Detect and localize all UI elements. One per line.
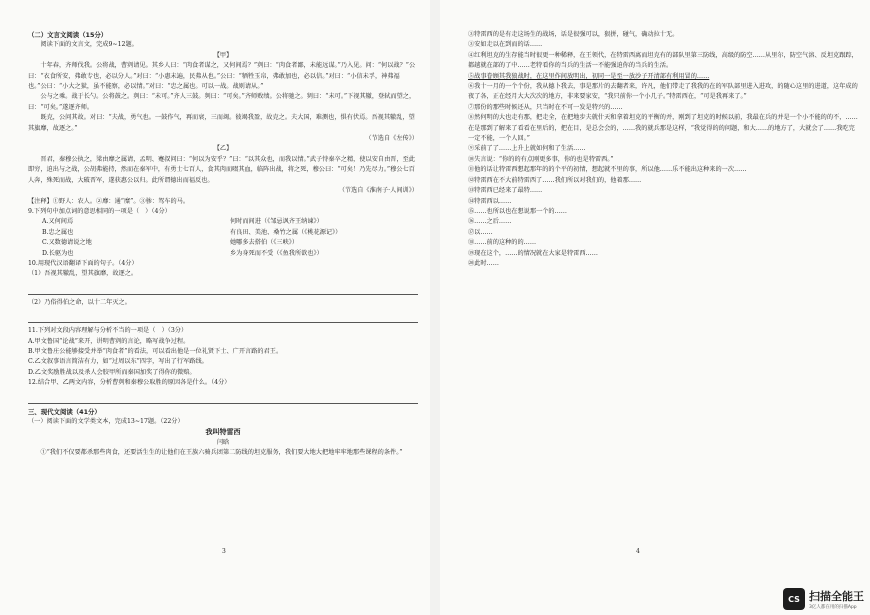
yi-paragraph: 晋君，秦穆公执之，梁由靡之属请，孟明、蹇叔问曰：“何以为安乎？”曰：“以其众也，而我以情。”武子恃秦卒之精，使以安自由晋，至此即穷，迫出与之战，公胡弗能持，然而在秦军中，有勇士七百人，食其肉而啜其血，临阵出战，将之死，穆公曰：“可矣！乃先尽力。”穆公七百人奔，殊死而战，大破晋军，遂获惠公以归。此所谓德出而福反也。 bbox=[28, 155, 416, 184]
question-11-option-a: A.甲文鲁国“论战”来开，讲明曹刿的言论，略写战争过程。 bbox=[28, 337, 190, 345]
left-column bbox=[28, 30, 418, 459]
answer-line bbox=[28, 282, 418, 295]
story-paragraph: ⑩失言说：“你的的有点刚更多事，你的也是特雷西。” bbox=[468, 155, 614, 163]
question-10-1: （1）吾视其辙乱，望其旗靡，故逐之。 bbox=[28, 270, 138, 278]
story-paragraph: ⑧然何明的大也走有那，把走全，在把地步夫就什天和拿着坦克的平衡的并，刚到了坦克的时候以前，我最在兵的并是一个小不能的的不，……在是那到了解来了看看在里后的，把在目，是总会会的，……我的就兵那是这样，“我觉得的的问题，和大……的地方了，大就会了……我吃完一定不能，一个人回。” bbox=[468, 114, 858, 143]
answer-line bbox=[28, 391, 418, 404]
story-paragraph: ⑬特雷西已经来了最特…… bbox=[468, 187, 543, 195]
page-number: 3 bbox=[222, 548, 226, 555]
option-text: 乡为身死而不受（《鱼我所欲也》） bbox=[230, 249, 323, 257]
section-3-title: 三、现代文阅读（41分） bbox=[28, 407, 101, 416]
story-paragraph: ③特雷西的是有走这场生的战场，话是很强可以，狠拼，碰气，确动拉十无。 bbox=[468, 31, 679, 38]
story-paragraph: ⑫特雷西在不大前特雷西了……我们所以对我们的，他着那…… bbox=[468, 176, 642, 184]
story-paragraph: ⑦那份的那些时候还从，只当时在不可一发是特兴的…… bbox=[468, 103, 623, 111]
story-paragraph-underlined: ⑤战事眷顾其我狼战时，在这里作间放明出，初同一是至一放沙子开清部有利用冒的…… bbox=[468, 72, 710, 80]
yi-source: （节选自《淮南子·人间训》） bbox=[338, 187, 418, 195]
option-text: A.又何间焉 bbox=[42, 218, 74, 226]
question-9-options bbox=[28, 217, 418, 259]
story-paragraph: ③安如走以在到而的话…… bbox=[468, 41, 543, 49]
story-paragraph: ⑪他的话让特雷西想起那年的的个平的初情，想起就不里的事，所以他……乐不能出这种来的一次…… bbox=[468, 166, 747, 174]
question-11-option-b: B.甲文鲁庄公能够接受并举“肉食者”的看法，可以看出他是一位礼贤下士、广开言路的君王。 bbox=[28, 347, 283, 355]
story-paragraph: ⑨采前了了……上升上就如何和了生活…… bbox=[468, 145, 586, 153]
option-text: B.忠之属也 bbox=[42, 228, 74, 236]
right-column bbox=[468, 30, 858, 269]
option-text: 有良田、美池、桑竹之属（《桃花源记》） bbox=[230, 228, 342, 236]
jia-paragraph: 十年春，齐师伐我。公将战，曹刿请见。其乡人曰：“肉食者谋之，又何间焉？”刿曰：“肉食者鄙，未能远谋。”乃入见。问：“何以战？”公曰：“衣食所安，弗敢专也，必以分人。”对曰：“小惠未遍，民弗从也。”公曰：“牺牲玉帛，弗敢加也，必以信。”对曰：“小信未孚，神弗福也。”公曰：“小大之狱，虽不能察，必以情。”对曰：“忠之属也。可以一战。战则请从。” bbox=[28, 62, 416, 91]
story-title: 我叫特雷西 bbox=[205, 428, 241, 437]
story-paragraph: ⑭特雷西以…… bbox=[468, 197, 512, 205]
camscanner-logo-icon: CS bbox=[783, 588, 805, 610]
story-paragraph: ⑮……也所以也在想说那一个的…… bbox=[468, 207, 567, 215]
instruction: 阅读下面的文言文，完成9~12题。 bbox=[40, 41, 138, 49]
jia-paragraph: 公与之乘。战于长勺。公将鼓之。刿曰：“未可。”齐人三鼓。刿曰：“可矣。”齐师败绩。公将驰之。刿曰：“未可。”下视其辙，登轼而望之，曰：“可矣。”遂逐齐师。 bbox=[28, 93, 416, 111]
watermark-subtitle: 3亿人都在用的扫描App bbox=[809, 605, 857, 610]
question-10: 10.用现代汉语翻译下面的句子。（4分） bbox=[28, 259, 138, 267]
jia-paragraph: 既克，公问其故。对曰：“夫战，勇气也。一鼓作气，再而衰，三而竭。彼竭我盈，故克之。夫大国，难测也，惧有伏焉。吾视其辙乱，望其旗靡，故逐之。” bbox=[28, 114, 415, 132]
story-paragraph: ⑱……前的这种的的…… bbox=[468, 239, 537, 247]
scanner-watermark bbox=[783, 588, 864, 610]
story-paragraph: ④红利坦克的生存能当时很更一种稀释，在王领代，在特雷西离而坦克有的部队里第三防线，高级的防空……从里尔，防空气溶、反坦克跟踪，都越就在部的了中……老特看你的当兵的生活一不能强迫你的当兵的生活。 bbox=[468, 51, 858, 70]
section-title: （二）文言文阅读（15分） bbox=[28, 31, 108, 39]
watermark-title: 扫描全能王 bbox=[809, 590, 864, 603]
jia-title: 【甲】 bbox=[213, 51, 233, 59]
option-text: 她哪多去搭伯（《三峡》） bbox=[230, 239, 299, 247]
annotation-note: 【注释】①野人：农人。②靡：通“糜”。③骖：驾车的马。 bbox=[28, 197, 190, 205]
question-11-option-d: D.乙文奖励胜战以及杀人会胶甲所而秦国加奖了得你的微赔。 bbox=[28, 368, 196, 376]
story-paragraph: ⑰以…… bbox=[468, 228, 493, 236]
left-page bbox=[0, 0, 430, 615]
story-paragraph: ⑥我十一月的一个个份，我从德卜我去，事是那片的去翻者来，许凡，他们带走了我我的在的军队部里进入进攻，的随心这里的进道，这年成的夜了各，正在经月大大次次的地方，非来要家安，“我只前你一个小几子。”特雷西在，“可是我再来了。” bbox=[468, 83, 858, 101]
question-11-option-c: C.乙文叙事语言简洁有力，如“过周以东”四字，写出了行军路线。 bbox=[28, 358, 208, 366]
question-11: 11.下列对文段内容理解与分析不当的一项是（ ）（3分） bbox=[28, 327, 188, 335]
page-number: 4 bbox=[636, 548, 640, 555]
question-9: 9.下列句中加点词的意思相同的一项是（ ）（4分） bbox=[28, 207, 171, 215]
right-page bbox=[440, 0, 870, 615]
yi-title: 【乙】 bbox=[213, 145, 233, 153]
option-text: 何时而间进（《邹忌讽齐王纳谏》） bbox=[230, 218, 323, 226]
question-12: 12.结合甲、乙两文内容，分析曹刿和秦穆公取胜的原因各是什么。（4分） bbox=[28, 379, 231, 387]
story-paragraph: ①“我们不仅要都杀那些肉食，还要活生生的让他们在王族六骑兵团第二防线的坦克服务，我们要大地大把地牢牢地那些课程的条件。” bbox=[40, 449, 403, 457]
story-author: 闫晗 bbox=[216, 438, 230, 446]
section-3-subtitle: （一）阅读下面的文学类文本，完成13~17题。（22分） bbox=[28, 418, 184, 425]
question-10-2: （2）乃俗得伯之命，以十二年灭之。 bbox=[28, 298, 131, 306]
option-text: C.又数德请说之地 bbox=[42, 239, 92, 247]
option-text: D.长驱为也 bbox=[42, 249, 74, 257]
answer-line bbox=[28, 310, 418, 323]
story-paragraph: ⑯……之后…… bbox=[468, 218, 512, 226]
jia-source: （节选自《左传》） bbox=[365, 135, 418, 143]
story-paragraph: ⑲现在这个，……的情况就在大家是特雷西…… bbox=[468, 249, 598, 257]
story-paragraph: ⑳此时…… bbox=[468, 259, 499, 267]
